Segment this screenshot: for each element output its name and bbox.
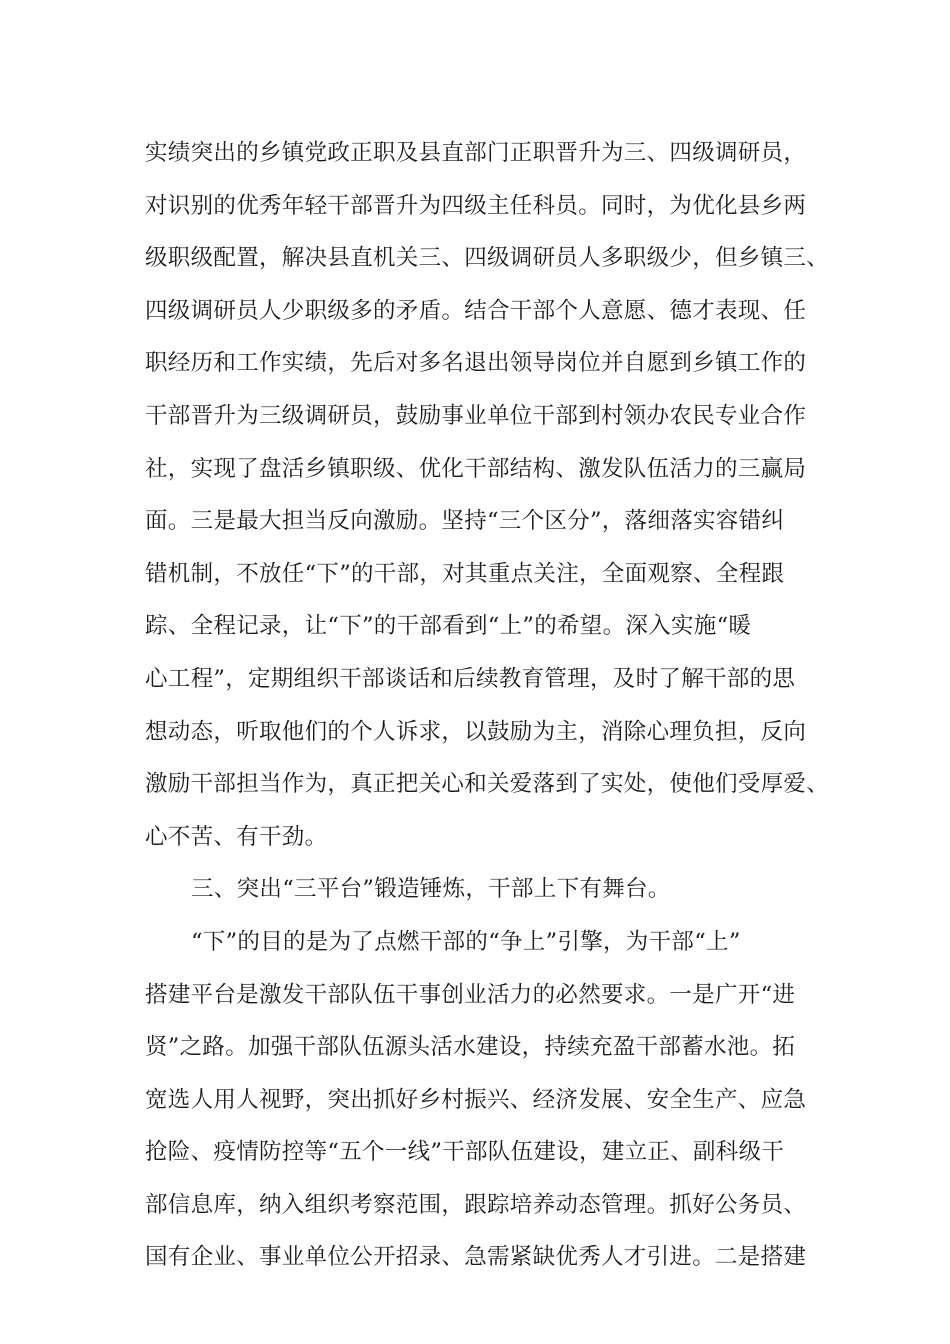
text-line: 心不苦、有干劲。 [145, 823, 328, 850]
text-line: 宽选人用人视野，突出抓好乡村振兴、经济发展、安全生产、应急 [145, 1086, 807, 1113]
text-line: 级职级配置，解决县直机关三、四级调研员人多职级少，但乡镇三、 [145, 245, 830, 272]
text-line: 国有企业、事业单位公开招录、急需紧缺优秀人才引进。二是搭建 [145, 1244, 807, 1271]
text-line: 想动态，听取他们的个人诉求，以鼓励为主，消除心理负担，反向 [145, 718, 807, 745]
text-line: 对识别的优秀年轻干部晋升为四级主任科员。同时，为优化县乡两 [145, 192, 807, 219]
text-line: 心工程”，定期组织干部谈话和后续教育管理，及时了解干部的思 [145, 665, 796, 692]
text-line: 干部晋升为三级调研员，鼓励事业单位干部到村领办农民专业合作 [145, 402, 807, 429]
section-heading: 三、突出“三平台”锻造锤炼，干部上下有舞台。 [191, 876, 671, 903]
paragraph-start-line: “下”的目的是为了点燃干部的“争上”引擎，为干部“上” [191, 928, 741, 955]
text-line: 部信息库，纳入组织考察范围，跟踪培养动态管理。抓好公务员、 [145, 1191, 807, 1218]
text-line: 错机制，不放任“下”的干部，对其重点关注，全面观察、全程跟 [145, 560, 785, 587]
text-line: 激励干部担当作为，真正把关心和关爱落到了实处，使他们受厚爱、 [145, 771, 830, 798]
text-line: 职经历和工作实绩，先后对多名退出领导岗位并自愿到乡镇工作的 [145, 350, 807, 377]
text-line: 面。三是最大担当反向激励。坚持“三个区分”，落细落实容错纠 [145, 508, 785, 535]
text-line: 贤”之路。加强干部队伍源头活水建设，持续充盈干部蓄水池。拓 [145, 1034, 796, 1061]
text-line: 实绩突出的乡镇党政正职及县直部门正职晋升为三、四级调研员， [145, 140, 807, 166]
document-body [145, 130, 830, 1287]
text-line: 抢险、疫情防控等“五个一线”干部队伍建设，建立正、副科级干 [145, 1139, 785, 1166]
text-line: 四级调研员人少职级多的矛盾。结合干部个人意愿、德才表现、任 [145, 297, 807, 324]
text-line: 搭建平台是激发干部队伍干事创业活力的必然要求。一是广开“进 [145, 981, 796, 1008]
text-line: 社，实现了盘活乡镇职级、优化干部结构、激发队伍活力的三赢局 [145, 455, 807, 482]
text-line: 踪、全程记录，让“下”的干部看到“上”的希望。深入实施“暖 [145, 613, 752, 640]
